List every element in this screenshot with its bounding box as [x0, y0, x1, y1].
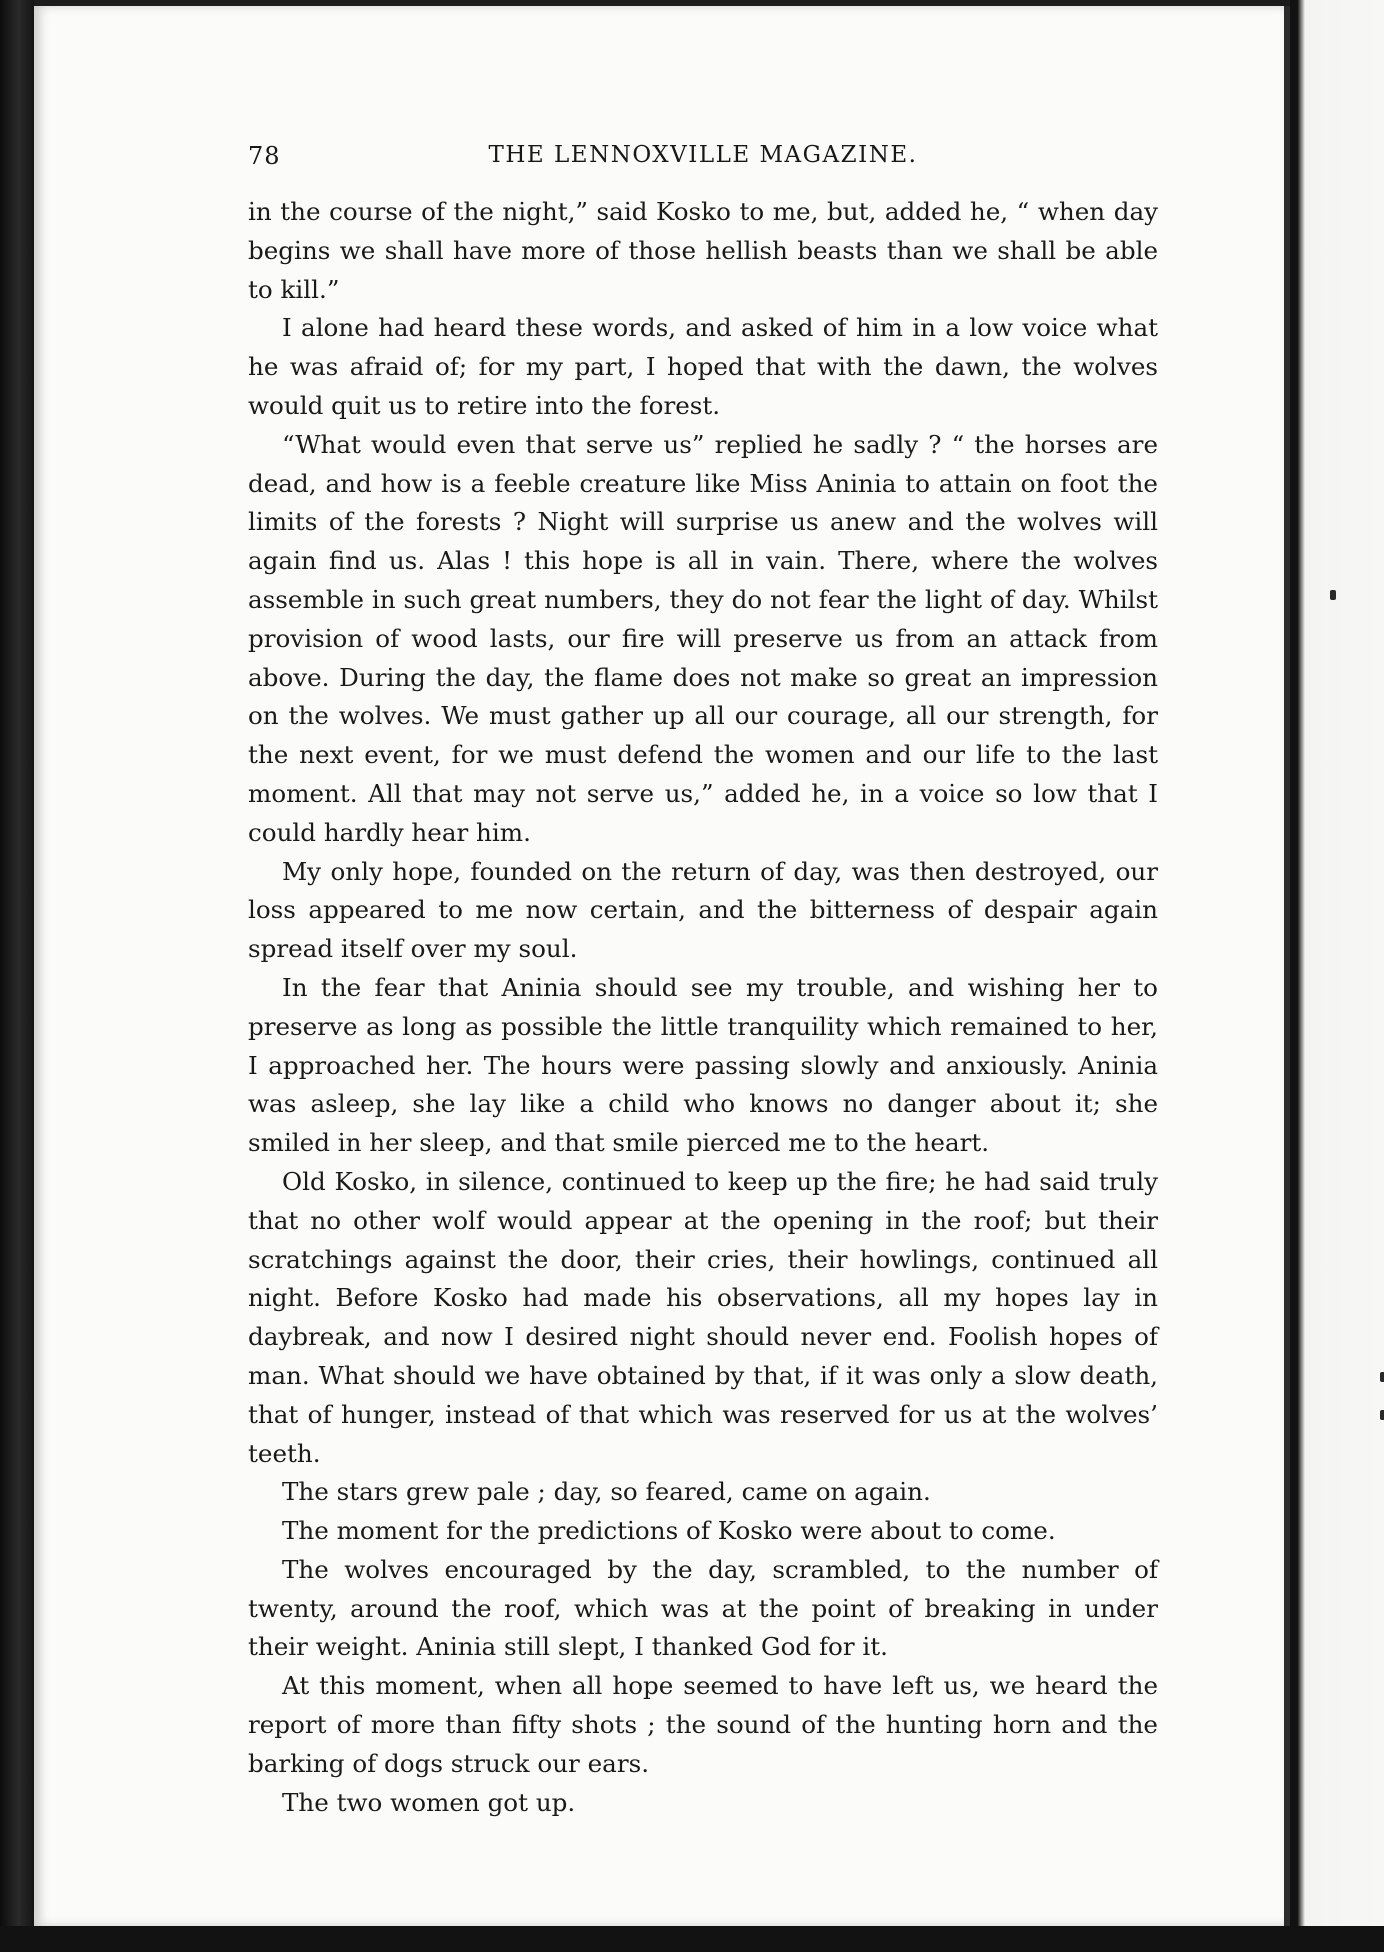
paragraph: At this moment, when all hope seemed to have left us, we heard the report of more than fifty shots ; the sound of the hunting horn and the barking of dogs struck our ears.: [248, 1671, 1158, 1778]
edge-ink-mark: [1330, 590, 1336, 600]
adjacent-page-edge: [1290, 0, 1384, 1952]
scan-bottom-edge: [0, 1926, 1384, 1952]
page-number: 78: [248, 142, 281, 170]
scan-left-edge: [0, 0, 34, 1952]
body-text: [248, 193, 1158, 1822]
edge-ink-mark: [1380, 1372, 1384, 1382]
paragraph: “What would even that serve us” replied he sadly ? “ the horses are dead, and how is a feeble creature like Miss Aninia to attain on foot the limits of the forests ? Night will surprise us anew and the wolves will again find us. Alas ! this hope is all in vain. There, where the wolves assemble in such great numbers, they do not fear the light of day. Whilst provision of wood lasts, our fire will preserve us from an attack from above. During the day, the flame does not make so great an impression on the wolves. We must gather up all our courage, all our strength, for the next event, for we must defend the women and our life to the last moment. All that may not serve us,” added he, in a voice so low that I could hardly hear him.: [248, 429, 1158, 847]
paragraph: The two women got up.: [282, 1787, 576, 1817]
paragraph: The wolves encouraged by the day, scrambled, to the number of twenty, around the roof, which was at the point of breaking in under their weight. Aninia still slept, I thanked God for it.: [248, 1554, 1158, 1662]
paragraph: in the course of the night,” said Kosko to me, but, added he, “ when day begins we shall have more of those hellish beasts than we shall be able to kill.”: [248, 197, 1158, 304]
paragraph: My only hope, founded on the return of day, was then destroyed, our loss appeared to me now certain, and the bitterness of despair again spread itself over my soul.: [248, 856, 1158, 964]
running-title: THE LENNOXVILLE MAGAZINE.: [488, 142, 918, 168]
paragraph: I alone had heard these words, and asked of him in a low voice what he was afraid of; for my part, I hoped that with the dawn, the wolves would quit us to retire into the forest.: [248, 313, 1158, 420]
edge-ink-mark: [1380, 1410, 1384, 1420]
paragraph: The moment for the predictions of Kosko were about to come.: [282, 1516, 1056, 1546]
page-header: [248, 142, 1158, 176]
paragraph: In the fear that Aninia should see my trouble, and wishing her to preserve as long as possible the little tranquility which remained to her, I approached her. The hours were passing slowly and anxiously. Aninia was asleep, she lay like a child who knows no danger about it; she smiled in her sleep, and that smile pierced me to the heart.: [248, 972, 1158, 1158]
paragraph: The stars grew pale ; day, so feared, came on again.: [282, 1477, 931, 1507]
paragraph: Old Kosko, in silence, continued to keep up the fire; he had said truly that no other wolf would appear at the opening in the roof; but their scratchings against the door, their cries, their howlings, continued all night. Before Kosko had made his observations, all my hopes lay in daybreak, and now I desired night should never end. Foolish hopes of man. What should we have obtained by that, if it was only a slow death, that of hunger, instead of that which was reserved for us at the wolves’ teeth.: [248, 1166, 1158, 1468]
